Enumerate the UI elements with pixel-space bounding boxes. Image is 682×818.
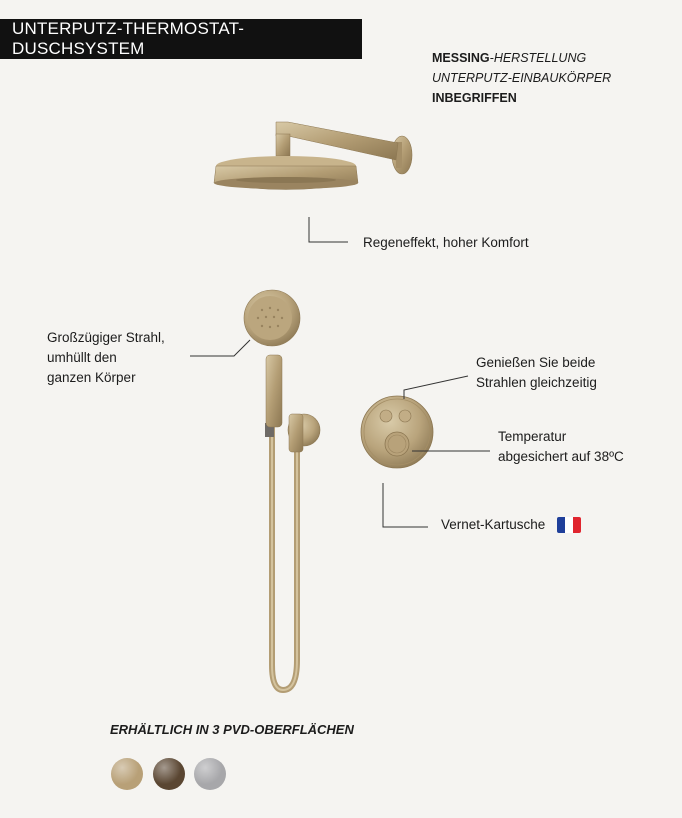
- finishes-title: ERHÄLTLICH IN 3 PVD-OBERFLÄCHEN: [110, 722, 354, 737]
- finish-swatch-bronze[interactable]: [153, 758, 185, 790]
- finish-swatch-steel[interactable]: [194, 758, 226, 790]
- leader-lines: [190, 217, 490, 527]
- callout-both-jets-line1: Genießen Sie beide: [476, 355, 596, 370]
- rain-shower-head: [214, 122, 412, 190]
- leader-both-jets: [404, 376, 468, 399]
- callout-wide-spray-line1: Großzügiger Strahl,: [47, 330, 165, 345]
- french-flag-icon: [557, 517, 581, 533]
- leader-cartridge: [383, 483, 428, 527]
- callout-temperature: [498, 427, 624, 467]
- feature-included: INBEGRIFFEN: [432, 91, 517, 105]
- callout-wide-spray-line3: ganzen Körper: [47, 370, 136, 385]
- callout-wide-spray-line2: umhüllt den: [47, 350, 117, 365]
- page-title: UNTERPUTZ-THERMOSTAT-DUSCHSYSTEM: [12, 19, 245, 58]
- hand-shower-set: [244, 290, 320, 690]
- callout-cartridge-label: Vernet-Kartusche: [441, 517, 546, 532]
- callout-temperature-line1: Temperatur: [498, 429, 567, 444]
- feature-body: UNTERPUTZ-EINBAUKÖRPER: [432, 71, 612, 85]
- callout-both-jets-line2: Strahlen gleichzeitig: [476, 375, 597, 390]
- finish-swatch-brushed-gold[interactable]: [111, 758, 143, 790]
- leader-spray: [190, 340, 250, 356]
- thermostat-mixer: [361, 396, 433, 468]
- callout-temperature-line2: abgesichert auf 38ºC: [498, 449, 624, 464]
- leader-rain: [309, 217, 348, 242]
- callout-rain-effect: Regeneffekt, hoher Komfort: [363, 235, 529, 250]
- feature-material-bold: MESSING: [432, 51, 490, 65]
- feature-material-rest: -HERSTELLUNG: [489, 51, 587, 65]
- callout-both-jets: [476, 353, 597, 393]
- callout-wide-spray: [47, 328, 165, 388]
- callout-cartridge: [441, 515, 581, 535]
